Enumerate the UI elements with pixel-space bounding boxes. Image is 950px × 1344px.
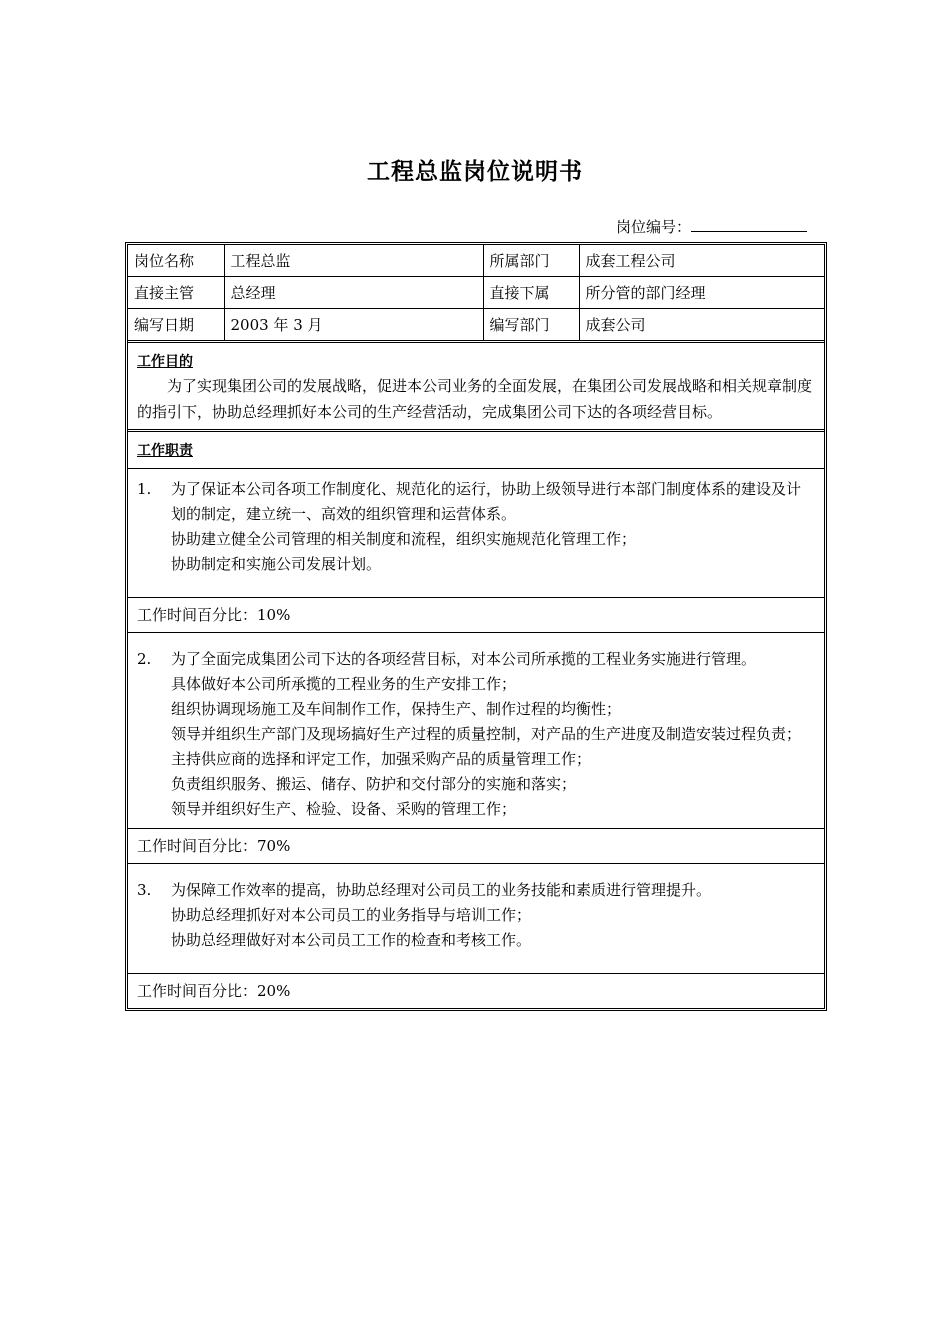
duty-item-text: 主持供应商的选择和评定工作，加强采购产品的质量管理工作；	[171, 750, 592, 768]
info-row	[128, 277, 824, 309]
info-value: 成套工程公司	[579, 245, 824, 277]
duty-item-text: 协助制定和实施公司发展计划。	[171, 555, 382, 573]
duty-main-text: 为了全面完成集团公司下达的各项经营目标，对本公司所承揽的工程业务实施进行管理。	[171, 650, 757, 668]
time-ratio: 工作时间百分比：10%	[128, 597, 824, 633]
duty-item	[137, 722, 815, 747]
info-value: 总经理	[224, 277, 483, 309]
job-description-frame	[125, 242, 827, 1011]
info-section	[128, 245, 824, 343]
info-label: 直接下属	[483, 277, 579, 309]
duties-heading: 工作职责	[128, 432, 824, 469]
info-label: 岗位名称	[128, 245, 224, 277]
duty-item-text: 负责组织服务、搬运、储存、防护和交付部分的实施和落实；	[171, 775, 577, 793]
position-code-line	[616, 216, 807, 237]
purpose-heading: 工作目的	[137, 354, 193, 370]
duty-item	[137, 747, 815, 772]
duty-item-text: 协助建立健全公司管理的相关制度和流程，组织实施规范化管理工作；	[171, 530, 637, 548]
duty-item	[137, 552, 815, 577]
duty-block	[128, 469, 824, 597]
time-ratio: 工作时间百分比：70%	[128, 828, 824, 864]
bullet-icon	[137, 747, 171, 772]
position-code-label: 岗位编号：	[615, 218, 691, 236]
duty-number: 3.	[137, 881, 152, 899]
duty-number: 1.	[137, 480, 152, 498]
duty-main-text: 为保障工作效率的提高，协助总经理对公司员工的业务技能和素质进行管理提升。	[171, 881, 712, 899]
duty-main	[137, 477, 815, 527]
purpose-text: 为了实现集团公司的发展战略，促进本公司业务的全面发展，在集团公司发展战略和相关规章制度的指引下，协助总经理抓好本公司的生产经营活动，完成集团公司下达的各项经营目标。	[137, 377, 813, 421]
bullet-icon	[137, 903, 171, 928]
purpose-section	[128, 343, 824, 432]
info-value: 成套公司	[579, 309, 824, 341]
bullet-icon	[137, 772, 171, 797]
duty-item-text: 协助总经理抓好对本公司员工的业务指导与培训工作；	[171, 906, 532, 924]
page-title: 工程总监岗位说明书	[367, 159, 583, 185]
info-row	[128, 245, 824, 277]
info-label: 所属部门	[483, 245, 579, 277]
duty-main-text: 为了保证本公司各项工作制度化、规范化的运行，协助上级领导进行本部门制度体系的建设及计划的制定，建立统一、高效的组织管理和运营体系。	[171, 480, 802, 523]
bullet-icon	[137, 552, 171, 577]
duty-item-text: 领导并组织好生产、检验、设备、采购的管理工作；	[171, 800, 517, 818]
duty-item	[137, 527, 815, 552]
bullet-icon	[137, 527, 171, 552]
duty-item	[137, 772, 815, 797]
duty-item	[137, 697, 815, 722]
duty-item-text: 领导并组织生产部门及现场搞好生产过程的质量控制，对产品的生产进度及制造安装过程负责；	[171, 725, 802, 743]
info-value: 工程总监	[224, 245, 483, 277]
info-value: 所分管的部门经理	[579, 277, 824, 309]
bullet-icon	[137, 697, 171, 722]
duties-section	[128, 432, 824, 1008]
duty-item-text: 协助总经理做好对本公司员工工作的检查和考核工作。	[171, 931, 532, 949]
duty-block	[128, 633, 824, 828]
bullet-icon	[137, 928, 171, 953]
info-table	[128, 245, 824, 340]
duty-item	[137, 903, 815, 928]
info-label: 直接主管	[128, 277, 224, 309]
duty-item	[137, 672, 815, 697]
duty-number: 2.	[137, 650, 152, 668]
duty-main	[137, 647, 815, 672]
info-label: 编写部门	[483, 309, 579, 341]
duty-item-text: 具体做好本公司所承揽的工程业务的生产安排工作；	[171, 675, 517, 693]
duty-main	[137, 878, 815, 903]
time-ratio: 工作时间百分比：20%	[128, 973, 824, 1008]
info-row	[128, 309, 824, 341]
duty-item	[137, 797, 815, 822]
bullet-icon	[137, 722, 171, 747]
info-label: 编写日期	[128, 309, 224, 341]
bullet-icon	[137, 672, 171, 697]
duty-item	[137, 928, 815, 953]
position-code-blank[interactable]	[691, 217, 807, 232]
duty-block	[128, 864, 824, 973]
info-value: 2003 年 3 月	[224, 309, 483, 341]
duty-item-text: 组织协调现场施工及车间制作工作，保持生产、制作过程的均衡性；	[171, 700, 622, 718]
bullet-icon	[137, 797, 171, 822]
